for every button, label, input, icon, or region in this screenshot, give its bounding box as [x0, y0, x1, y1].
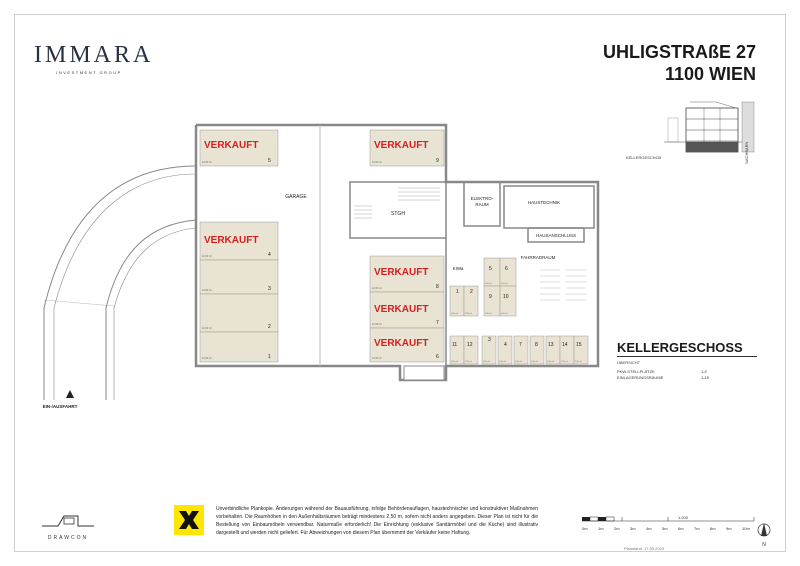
storage-area: 2,60 m²	[501, 283, 508, 285]
scale-tick: 6m	[678, 526, 684, 531]
scale-tick: 0m	[582, 526, 588, 531]
bay-number: 4	[268, 252, 271, 258]
scale-tick: 7m	[694, 526, 700, 531]
scale-tick: 4m	[646, 526, 652, 531]
bay-area: 12,50 m²	[372, 323, 382, 326]
storage-area: 2,60 m²	[485, 283, 492, 285]
drawcon-wordmark: DRAWCON	[47, 535, 89, 541]
storage-number: 5	[489, 266, 492, 272]
room-label-elektro-1: ELEKTRO-	[470, 196, 494, 201]
bay-number: 7	[436, 320, 439, 326]
storage-area: 2,60 m²	[561, 361, 568, 363]
room-label-elektro-2: RAUM	[475, 202, 489, 207]
section-underline	[617, 356, 757, 357]
scale-tick: 8m	[710, 526, 716, 531]
storage-area: 2,60 m²	[501, 313, 508, 315]
storage-number: 2	[470, 289, 473, 295]
sold-stamp-bay-8: VERKAUFT	[374, 267, 429, 278]
sold-stamp-bay-4: VERKAUFT	[204, 235, 259, 246]
storage-area: 2,60 m²	[499, 361, 506, 363]
plan-date: Planstand: 17.03.2023	[624, 546, 665, 551]
room-label-stairs: STGH	[391, 211, 405, 217]
north-label: N	[762, 542, 766, 548]
ramp	[44, 166, 196, 400]
sold-stamp-bay-9: VERKAUFT	[374, 140, 429, 151]
drawcon-mark-icon	[38, 512, 98, 528]
bay-area: 12,50 m²	[202, 255, 212, 258]
entrance-label: EIN-/AUSFAHRT	[42, 404, 78, 409]
legend-value: 1-15	[701, 375, 710, 380]
room-label-kiwa: KIWa	[452, 266, 464, 271]
bay-number: 3	[268, 286, 271, 292]
room-label-haustechnik: HAUSTECHNIK	[527, 200, 561, 205]
legend-label: EINLAGERUNGSRÄUME	[617, 375, 664, 380]
storage-number: 3	[488, 337, 491, 343]
address-street: UHLIGSTRAßE 27	[602, 42, 756, 62]
legend-value: 1-9	[701, 369, 707, 374]
room-label-garage: GARAGE	[285, 194, 307, 200]
scale-tick: 10m	[742, 526, 750, 531]
storage-number: 8	[535, 342, 538, 348]
storage-number: 4	[504, 342, 507, 348]
sold-stamp-bay-6: VERKAUFT	[374, 338, 429, 349]
bay-area: 12,50 m²	[372, 161, 382, 164]
scale-bar	[582, 514, 758, 524]
north-arrow-icon	[756, 520, 772, 548]
storage-area: 2,60 m²	[575, 361, 582, 363]
legend	[617, 369, 709, 381]
storage-area: 2,60 m²	[465, 361, 472, 363]
storage-area: 2,60 m²	[547, 361, 554, 363]
bay-number: 6	[436, 354, 439, 360]
storage-number: 6	[505, 266, 508, 272]
address-city: 1100 WIEN	[664, 64, 756, 84]
storage-area: 2,60 m²	[515, 361, 522, 363]
parking-bays-right	[370, 130, 444, 362]
legend-row	[617, 375, 709, 381]
storage-number: 1	[456, 289, 459, 295]
storage-area: 2,60 m²	[451, 361, 458, 363]
scale-ticks	[582, 526, 758, 534]
entrance-arrow-icon	[66, 390, 74, 398]
bike-racks	[540, 270, 586, 300]
bay-number: 8	[436, 284, 439, 290]
section-subtitle: ÜBERSICHT	[617, 360, 641, 365]
storage-number: 11	[452, 342, 458, 348]
room-label-hausanschluss: HAUSANSCHLUSS	[535, 233, 577, 238]
storage-area: 2,60 m²	[465, 313, 472, 315]
storage-rooms	[450, 258, 588, 364]
bay-number: 2	[268, 324, 271, 330]
section-title: KELLERGESCHOSS	[617, 340, 743, 355]
sold-stamp-bay-7: VERKAUFT	[374, 304, 429, 315]
keyplan-neighbor-text: NACHBARN	[744, 141, 749, 164]
keyplan-floor-label: KELLERGESCHOß	[626, 155, 662, 160]
storage-number: 15	[576, 342, 582, 348]
bay-area: 12,50 m²	[202, 289, 212, 292]
drawcon-logo	[28, 512, 108, 541]
scale-tick: 5m	[662, 526, 668, 531]
scale-ratio: 1:200	[678, 515, 689, 520]
storage-number: 13	[548, 342, 554, 348]
scale-tick: 3m	[630, 526, 636, 531]
sold-stamp-bay-5: VERKAUFT	[204, 140, 259, 151]
scale-tick: 1m	[598, 526, 604, 531]
scale-tick: 9m	[726, 526, 732, 531]
bay-area: 12,50 m²	[202, 357, 212, 360]
storage-number: 14	[562, 342, 568, 348]
storage-number: 9	[489, 294, 492, 300]
storage-area: 2,60 m²	[531, 361, 538, 363]
bay-number: 5	[268, 158, 271, 164]
bay-number: 9	[436, 158, 439, 164]
bank-logo-icon	[174, 505, 204, 535]
storage-number: 10	[503, 294, 509, 300]
bay-area: 12,50 m²	[202, 161, 212, 164]
disclaimer-text: Unverbindliche Plankopie. Änderungen während der Bauausführung, infolge Behördenauflagen, haustechnischer und konstruktiver Maßnahmen vorbehalten. Die Raumhöhen in den Außenhaltsräumen beträgt mindestens 2,50 m, sofern nicht anders angegeben. Dieser Plan ist nicht für die Bestellung von Einbaumöbeln verwendbar. Naturmaße erforderlich! Die Einrichtung (exklusive Sanitärmöbel und die Küche) sind illustrativ dargestellt und werden nicht geliefert. Für Abweichungen von diesem Plan übernimmt der Verkäufer keine Haftung.	[216, 506, 538, 536]
storage-area: 2,60 m²	[483, 361, 490, 363]
bay-number: 1	[268, 354, 271, 360]
logo-wordmark: IMMARA	[34, 42, 154, 68]
legend-label: PKW-STELLPLÄTZE	[617, 369, 655, 374]
bay-area: 12,50 m²	[372, 357, 382, 360]
bay-area: 12,50 m²	[372, 287, 382, 290]
bay-area: 12,50 m²	[202, 327, 212, 330]
scale-tick: 2m	[614, 526, 620, 531]
logo-tagline: INVESTMENT GROUP	[56, 70, 122, 75]
shaft	[404, 366, 444, 380]
room-label-fahrradraum: FAHRRADRAUM	[520, 255, 556, 260]
storage-number: 12	[467, 342, 473, 348]
storage-area: 2,60 m²	[485, 313, 492, 315]
storage-number: 7	[519, 342, 522, 348]
storage-area: 2,60 m²	[451, 313, 458, 315]
